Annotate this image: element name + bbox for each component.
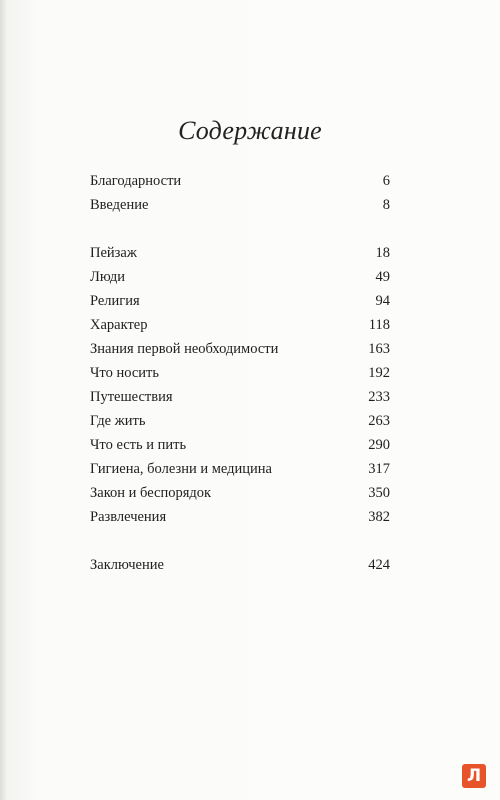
toc-entry-label: Закон и беспорядок xyxy=(90,485,212,501)
toc-entry-label: Что есть и пить xyxy=(90,437,187,453)
labirint-logo-icon: Л xyxy=(462,764,486,788)
toc-entry-food-and-drink[interactable] xyxy=(90,437,390,457)
toc-entry-page: 350 xyxy=(368,485,390,501)
toc-entry-page: 94 xyxy=(375,293,390,309)
toc-entry-page: 118 xyxy=(368,317,390,333)
toc-entry-law-and-disorder[interactable] xyxy=(90,485,390,505)
toc-entry-page: 424 xyxy=(368,557,390,573)
toc-entry-label: Благодарности xyxy=(90,173,182,189)
toc-entry-label: Развлечения xyxy=(90,509,167,525)
toc-entry-label: Пейзаж xyxy=(90,245,137,261)
toc-entry-essential-knowledge[interactable] xyxy=(90,341,390,361)
toc-entry-page: 382 xyxy=(368,509,390,525)
toc-entry-label: Путешествия xyxy=(90,389,173,405)
toc-entry-label: Религия xyxy=(90,293,140,309)
toc-entry-label: Заключение xyxy=(90,557,164,573)
toc-entry-page: 18 xyxy=(375,245,390,261)
toc-entry-people[interactable] xyxy=(90,269,390,289)
toc-entry-page: 192 xyxy=(368,365,390,381)
toc-entry-page: 49 xyxy=(375,269,390,285)
toc-entry-religion[interactable] xyxy=(90,293,390,313)
toc-entry-page: 233 xyxy=(368,389,390,405)
toc-entry-label: Люди xyxy=(90,269,126,285)
toc-entry-page: 163 xyxy=(368,341,390,357)
toc-entry-label: Гигиена, болезни и медицина xyxy=(90,461,272,477)
toc-entry-what-to-wear[interactable] xyxy=(90,365,390,385)
toc-entry-page: 8 xyxy=(382,197,390,213)
toc-entry-conclusion[interactable] xyxy=(90,557,390,577)
toc-entry-label: Введение xyxy=(90,197,149,213)
toc-entry-page: 317 xyxy=(368,461,390,477)
toc-entry-acknowledgements[interactable] xyxy=(90,173,390,193)
toc-entry-page: 290 xyxy=(368,437,390,453)
toc-entry-landscape[interactable] xyxy=(90,245,390,265)
toc-entry-page: 263 xyxy=(368,413,390,429)
toc-entry-character[interactable] xyxy=(90,317,390,337)
toc-entry-label: Где жить xyxy=(90,413,146,429)
toc-entry-page: 6 xyxy=(382,173,390,189)
toc-entry-hygiene-medicine[interactable] xyxy=(90,461,390,481)
toc-entry-entertainment[interactable] xyxy=(90,509,390,529)
toc-entry-label: Характер xyxy=(90,317,148,333)
page-title: Содержание xyxy=(178,116,322,145)
toc-entry-travel[interactable] xyxy=(90,389,390,409)
toc-entry-where-to-live[interactable] xyxy=(90,413,390,433)
toc-entry-introduction[interactable] xyxy=(90,197,390,217)
toc-entry-label: Что носить xyxy=(90,365,159,381)
toc-entry-label: Знания первой необходимости xyxy=(90,341,279,357)
